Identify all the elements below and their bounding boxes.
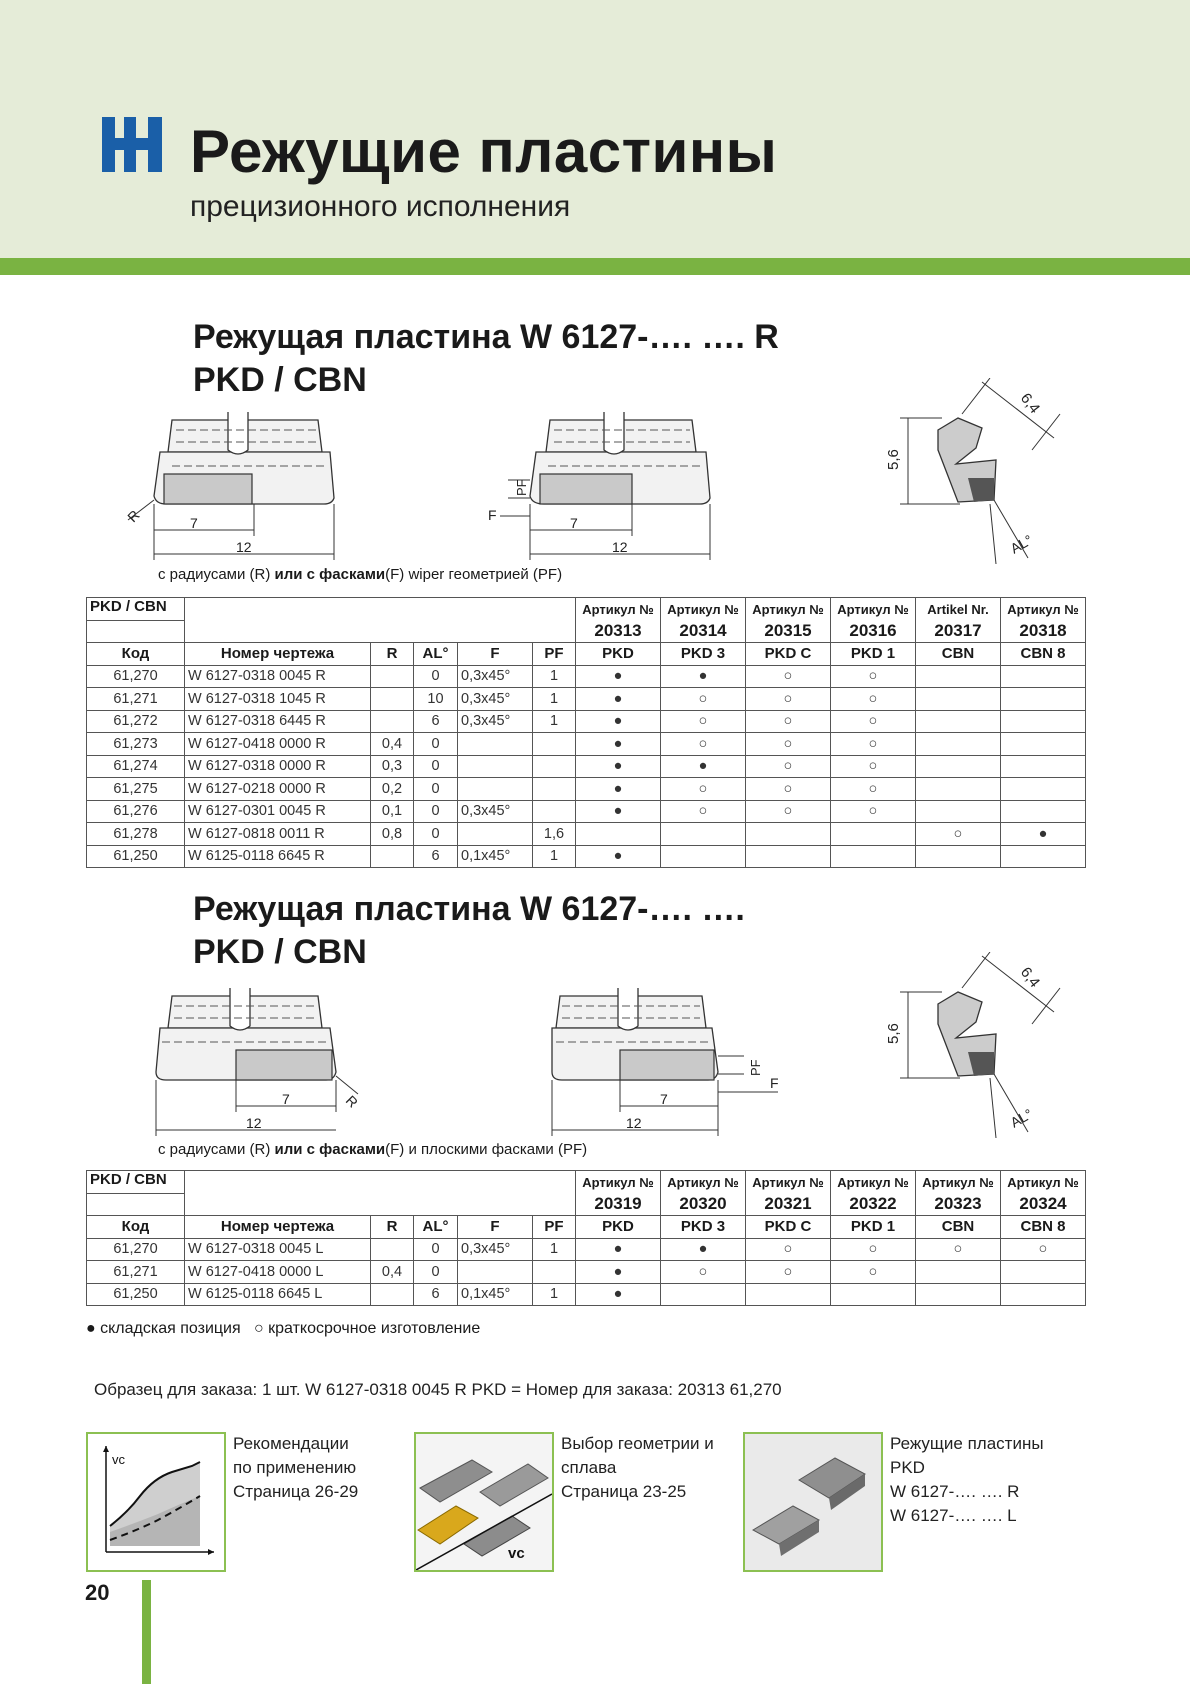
stock-dot-icon: ●	[661, 755, 746, 778]
code-cell: 61,273	[87, 733, 185, 756]
inserts-photo-icon	[416, 1434, 552, 1570]
geometry-thumbnail[interactable]	[414, 1432, 554, 1572]
svg-text:6,4: 6,4	[1016, 963, 1044, 991]
article-label: Artikel Nr.	[916, 598, 1001, 621]
material-header: PKD 3	[661, 643, 746, 666]
drawing-number-cell: W 6127-0318 1045 R	[185, 688, 371, 711]
code-cell: 61,276	[87, 800, 185, 823]
article-label: Артикул №	[746, 1171, 831, 1194]
material-header: CBN	[916, 1216, 1001, 1239]
stock-dot-icon: ●	[661, 1238, 746, 1261]
short-circle-icon: ○	[746, 710, 831, 733]
short-circle-icon: ○	[831, 1238, 916, 1261]
availability-cell	[1001, 1261, 1086, 1284]
legend-stock-label: складская позиция	[100, 1320, 241, 1337]
article-number: 20319	[576, 1193, 661, 1216]
svg-text:vc: vc	[112, 1452, 125, 1467]
chamfer-cell: 0,1x45°	[458, 1283, 533, 1306]
short-circle-icon: ○	[831, 710, 916, 733]
pf-cell	[533, 778, 576, 801]
insert-drawing-chamfer	[488, 412, 718, 560]
availability-cell	[1001, 665, 1086, 688]
graph-thumbnail[interactable]	[86, 1432, 226, 1572]
ref-geometry-selection[interactable]: Выбор геометрии и сплава Страница 23-25	[561, 1434, 714, 1501]
availability-cell	[746, 845, 831, 868]
table-corner-label: PKD / CBN	[87, 598, 185, 621]
svg-text:7: 7	[282, 1091, 290, 1107]
chamfer-cell: 0,1x45°	[458, 845, 533, 868]
material-header: PKD	[576, 643, 661, 666]
availability-cell	[916, 688, 1001, 711]
column-header: Номер чертежа	[185, 1216, 371, 1239]
svg-text:12: 12	[236, 539, 252, 555]
pf-cell: 1	[533, 1283, 576, 1306]
svg-text:PF: PF	[748, 1059, 763, 1076]
availability-cell	[661, 823, 746, 846]
availability-cell	[916, 733, 1001, 756]
short-circle-icon: ○	[831, 800, 916, 823]
svg-text:7: 7	[190, 515, 198, 531]
short-circle-icon: ○	[661, 733, 746, 756]
section1-table	[86, 597, 1086, 868]
short-circle-icon: ○	[1001, 1238, 1086, 1261]
stock-dot-icon: ●	[661, 665, 746, 688]
angle-cell: 0	[414, 755, 458, 778]
radius-cell	[371, 845, 414, 868]
short-circle-icon: ○	[746, 733, 831, 756]
chamfer-cell: 0,3x45°	[458, 665, 533, 688]
short-circle-icon: ○	[746, 688, 831, 711]
article-label: Артикул №	[746, 598, 831, 621]
insert-drawing-chamfer-left	[548, 988, 786, 1136]
drawing-number-cell: W 6127-0418 0000 L	[185, 1261, 371, 1284]
availability-cell	[661, 845, 746, 868]
short-circle-icon: ○	[661, 800, 746, 823]
page-title: Режущие пластины	[190, 118, 778, 185]
radius-cell	[371, 665, 414, 688]
availability-cell	[916, 1283, 1001, 1306]
availability-cell	[1001, 710, 1086, 733]
short-circle-icon: ○	[746, 755, 831, 778]
table-row	[87, 688, 1086, 711]
pf-cell: 1	[533, 688, 576, 711]
code-cell: 61,275	[87, 778, 185, 801]
table-row	[87, 755, 1086, 778]
pf-cell: 1	[533, 665, 576, 688]
page-number: 20	[85, 1580, 110, 1605]
material-header: PKD C	[746, 643, 831, 666]
short-circle-icon: ○	[831, 1261, 916, 1284]
code-cell: 61,274	[87, 755, 185, 778]
short-circle-icon: ○	[746, 778, 831, 801]
radius-cell: 0,2	[371, 778, 414, 801]
section2-title-line1: Режущая пластина W 6127-…. ….	[193, 890, 745, 928]
angle-cell: 0	[414, 733, 458, 756]
availability-cell	[746, 823, 831, 846]
angle-cell: 0	[414, 778, 458, 801]
angle-cell: 0	[414, 665, 458, 688]
material-header: CBN 8	[1001, 643, 1086, 666]
radius-cell	[371, 1238, 414, 1261]
column-header: PF	[533, 643, 576, 666]
legend	[86, 1320, 480, 1338]
article-number: 20321	[746, 1193, 831, 1216]
ref-recommendations[interactable]: Рекомендации по применению Страница 26-29	[233, 1434, 359, 1501]
order-example: Образец для заказа: 1 шт. W 6127-0318 0045 R PKD = Номер для заказа: 20313 61,270	[94, 1380, 782, 1399]
code-cell: 61,270	[87, 1238, 185, 1261]
chamfer-cell	[458, 823, 533, 846]
radius-cell: 0,4	[371, 1261, 414, 1284]
svg-text:AL°: AL°	[1007, 531, 1036, 557]
availability-cell	[916, 778, 1001, 801]
material-header: CBN	[916, 643, 1001, 666]
code-cell: 61,270	[87, 665, 185, 688]
section1-title-line2: PKD / CBN	[193, 361, 367, 399]
short-circle-icon: ○	[746, 665, 831, 688]
drawing-number-cell: W 6127-0318 0045 L	[185, 1238, 371, 1261]
stock-dot-icon: ●	[576, 778, 661, 801]
material-header: CBN 8	[1001, 1216, 1086, 1239]
availability-cell	[916, 755, 1001, 778]
stock-dot-icon: ●	[1001, 823, 1086, 846]
radius-cell: 0,4	[371, 733, 414, 756]
article-label: Артикул №	[1001, 1171, 1086, 1194]
svg-text:F: F	[770, 1075, 779, 1091]
article-number: 20314	[661, 620, 746, 643]
short-circle-icon: ○	[746, 1261, 831, 1284]
svg-text:R: R	[124, 506, 143, 526]
availability-cell	[916, 710, 1001, 733]
article-label: Артикул №	[831, 1171, 916, 1194]
article-label: Артикул №	[831, 598, 916, 621]
svg-text:R: R	[342, 1092, 362, 1111]
pf-cell	[533, 755, 576, 778]
angle-cell: 0	[414, 1261, 458, 1284]
svg-text:6,4: 6,4	[1016, 389, 1044, 417]
pf-cell: 1	[533, 845, 576, 868]
insert-drawing-radius-left	[150, 988, 372, 1136]
material-header: PKD 1	[831, 643, 916, 666]
table-row	[87, 800, 1086, 823]
table-row	[87, 710, 1086, 733]
article-label: Артикул №	[661, 1171, 746, 1194]
stock-dot-icon: ●	[576, 845, 661, 868]
table-corner-label: PKD / CBN	[87, 1171, 185, 1194]
insert-drawing-radius	[118, 412, 340, 560]
chamfer-cell	[458, 1261, 533, 1284]
article-number: 20318	[1001, 620, 1086, 643]
stock-dot-icon: ●	[576, 1283, 661, 1306]
drawing-number-cell: W 6127-0418 0000 R	[185, 733, 371, 756]
short-circle-icon: ○	[916, 823, 1001, 846]
section2-title-line2: PKD / CBN	[193, 933, 367, 971]
availability-cell	[1001, 688, 1086, 711]
radius-cell	[371, 688, 414, 711]
table-row	[87, 733, 1086, 756]
chamfer-cell	[458, 755, 533, 778]
code-cell: 61,250	[87, 1283, 185, 1306]
table-row	[87, 823, 1086, 846]
availability-cell	[576, 823, 661, 846]
column-header: F	[458, 643, 533, 666]
drawing-number-cell: W 6127-0818 0011 R	[185, 823, 371, 846]
short-circle-icon: ○	[831, 665, 916, 688]
speed-graph-icon	[88, 1434, 224, 1570]
short-circle-icon: ○	[831, 733, 916, 756]
code-cell: 61,278	[87, 823, 185, 846]
column-header: Номер чертежа	[185, 643, 371, 666]
pf-cell	[533, 733, 576, 756]
drawing-number-cell: W 6125-0118 6645 R	[185, 845, 371, 868]
column-header: PF	[533, 1216, 576, 1239]
article-label: Артикул №	[1001, 598, 1086, 621]
table-row	[87, 665, 1086, 688]
table-row	[87, 845, 1086, 868]
svg-text:vc: vc	[508, 1545, 525, 1562]
availability-cell	[1001, 800, 1086, 823]
table-row	[87, 1261, 1086, 1284]
material-header: PKD C	[746, 1216, 831, 1239]
pf-cell: 1	[533, 710, 576, 733]
pf-cell	[533, 1261, 576, 1284]
code-cell: 61,250	[87, 845, 185, 868]
insert-side-view	[872, 378, 1062, 566]
section2-table	[86, 1170, 1086, 1306]
angle-cell: 6	[414, 845, 458, 868]
article-number: 20320	[661, 1193, 746, 1216]
svg-text:12: 12	[626, 1115, 642, 1131]
section2-table-body	[87, 1238, 1086, 1306]
article-label: Артикул №	[916, 1171, 1001, 1194]
article-label: Артикул №	[661, 598, 746, 621]
section1-title-line1: Режущая пластина W 6127-…. …. R	[193, 318, 779, 356]
angle-cell: 10	[414, 688, 458, 711]
article-number: 20322	[831, 1193, 916, 1216]
chamfer-cell: 0,3x45°	[458, 1238, 533, 1261]
svg-text:7: 7	[570, 515, 578, 531]
angle-cell: 0	[414, 823, 458, 846]
ref-pkd-inserts[interactable]: Режущие пластины PKD W 6127-…. …. R W 6127-…. …. L	[890, 1434, 1044, 1525]
drawing-number-cell: W 6125-0118 6645 L	[185, 1283, 371, 1306]
short-circle-icon: ○	[661, 688, 746, 711]
header-rule	[0, 258, 1190, 275]
svg-text:7: 7	[660, 1091, 668, 1107]
table-row	[87, 778, 1086, 801]
short-circle-icon: ○	[254, 1320, 264, 1337]
angle-cell: 6	[414, 1283, 458, 1306]
article-number: 20317	[916, 620, 1001, 643]
availability-cell	[831, 1283, 916, 1306]
column-header: Код	[87, 643, 185, 666]
short-circle-icon: ○	[831, 688, 916, 711]
angle-cell: 0	[414, 1238, 458, 1261]
pkd-inserts-thumbnail[interactable]	[743, 1432, 883, 1572]
svg-text:5,6: 5,6	[885, 1023, 902, 1044]
short-circle-icon: ○	[661, 1261, 746, 1284]
availability-cell	[916, 800, 1001, 823]
column-header: F	[458, 1216, 533, 1239]
article-number: 20323	[916, 1193, 1001, 1216]
table-row	[87, 1238, 1086, 1261]
radius-cell: 0,1	[371, 800, 414, 823]
chamfer-cell: 0,3x45°	[458, 800, 533, 823]
radius-cell	[371, 1283, 414, 1306]
material-header: PKD 3	[661, 1216, 746, 1239]
code-cell: 61,272	[87, 710, 185, 733]
section2-caption: с радиусами (R) или с фасками(F) и плоскими фасками (PF)	[158, 1141, 588, 1158]
short-circle-icon: ○	[746, 1238, 831, 1261]
availability-cell	[1001, 1283, 1086, 1306]
code-cell: 61,271	[87, 688, 185, 711]
availability-cell	[1001, 733, 1086, 756]
legend-short-label: краткосрочное изготовление	[268, 1320, 481, 1337]
chamfer-cell	[458, 733, 533, 756]
stock-dot-icon: ●	[576, 1238, 661, 1261]
drawing-number-cell: W 6127-0318 6445 R	[185, 710, 371, 733]
availability-cell	[916, 1261, 1001, 1284]
article-number: 20313	[576, 620, 661, 643]
chamfer-cell: 0,3x45°	[458, 710, 533, 733]
svg-text:AL°: AL°	[1007, 1105, 1036, 1131]
availability-cell	[661, 1283, 746, 1306]
availability-cell	[1001, 778, 1086, 801]
article-number: 20324	[1001, 1193, 1086, 1216]
short-circle-icon: ○	[661, 778, 746, 801]
radius-cell: 0,3	[371, 755, 414, 778]
availability-cell	[916, 665, 1001, 688]
drawing-number-cell: W 6127-0318 0000 R	[185, 755, 371, 778]
availability-cell	[916, 845, 1001, 868]
column-header: R	[371, 643, 414, 666]
stock-dot-icon: ●	[576, 755, 661, 778]
stock-dot-icon: ●	[576, 688, 661, 711]
stock-dot-icon: ●	[576, 665, 661, 688]
svg-text:12: 12	[612, 539, 628, 555]
short-circle-icon: ○	[831, 755, 916, 778]
drawing-number-cell: W 6127-0318 0045 R	[185, 665, 371, 688]
page-bar	[142, 1580, 151, 1684]
availability-cell	[831, 845, 916, 868]
svg-text:12: 12	[246, 1115, 262, 1131]
angle-cell: 6	[414, 710, 458, 733]
svg-text:5,6: 5,6	[885, 449, 902, 470]
insert-side-view-2	[872, 952, 1062, 1140]
availability-cell	[1001, 845, 1086, 868]
pf-cell: 1	[533, 1238, 576, 1261]
radius-cell: 0,8	[371, 823, 414, 846]
column-header: Код	[87, 1216, 185, 1239]
table-row	[87, 1283, 1086, 1306]
availability-cell	[1001, 755, 1086, 778]
pf-cell	[533, 800, 576, 823]
svg-text:PF: PF	[514, 479, 529, 496]
short-circle-icon: ○	[831, 778, 916, 801]
angle-cell: 0	[414, 800, 458, 823]
pkd-inserts-photo-icon	[745, 1434, 881, 1570]
availability-cell	[831, 823, 916, 846]
article-number: 20315	[746, 620, 831, 643]
chamfer-cell	[458, 778, 533, 801]
section1-caption: с радиусами (R) или с фасками(F) wiper геометрией (PF)	[158, 566, 563, 583]
article-number: 20316	[831, 620, 916, 643]
code-cell: 61,271	[87, 1261, 185, 1284]
drawing-number-cell: W 6127-0301 0045 R	[185, 800, 371, 823]
chamfer-cell: 0,3x45°	[458, 688, 533, 711]
short-circle-icon: ○	[746, 800, 831, 823]
brand-logo-icon	[102, 117, 162, 172]
material-header: PKD 1	[831, 1216, 916, 1239]
stock-dot-icon: ●	[86, 1320, 96, 1337]
article-label: Артикул №	[576, 1171, 661, 1194]
column-header: AL°	[414, 1216, 458, 1239]
short-circle-icon: ○	[916, 1238, 1001, 1261]
section1-table-body	[87, 665, 1086, 868]
svg-text:F: F	[488, 507, 497, 523]
drawing-number-cell: W 6127-0218 0000 R	[185, 778, 371, 801]
pf-cell: 1,6	[533, 823, 576, 846]
short-circle-icon: ○	[661, 710, 746, 733]
article-label: Артикул №	[576, 598, 661, 621]
stock-dot-icon: ●	[576, 733, 661, 756]
material-header: PKD	[576, 1216, 661, 1239]
stock-dot-icon: ●	[576, 710, 661, 733]
column-header: AL°	[414, 643, 458, 666]
radius-cell	[371, 710, 414, 733]
page-subtitle: прецизионного исполнения	[190, 190, 571, 223]
availability-cell	[746, 1283, 831, 1306]
stock-dot-icon: ●	[576, 1261, 661, 1284]
column-header: R	[371, 1216, 414, 1239]
stock-dot-icon: ●	[576, 800, 661, 823]
